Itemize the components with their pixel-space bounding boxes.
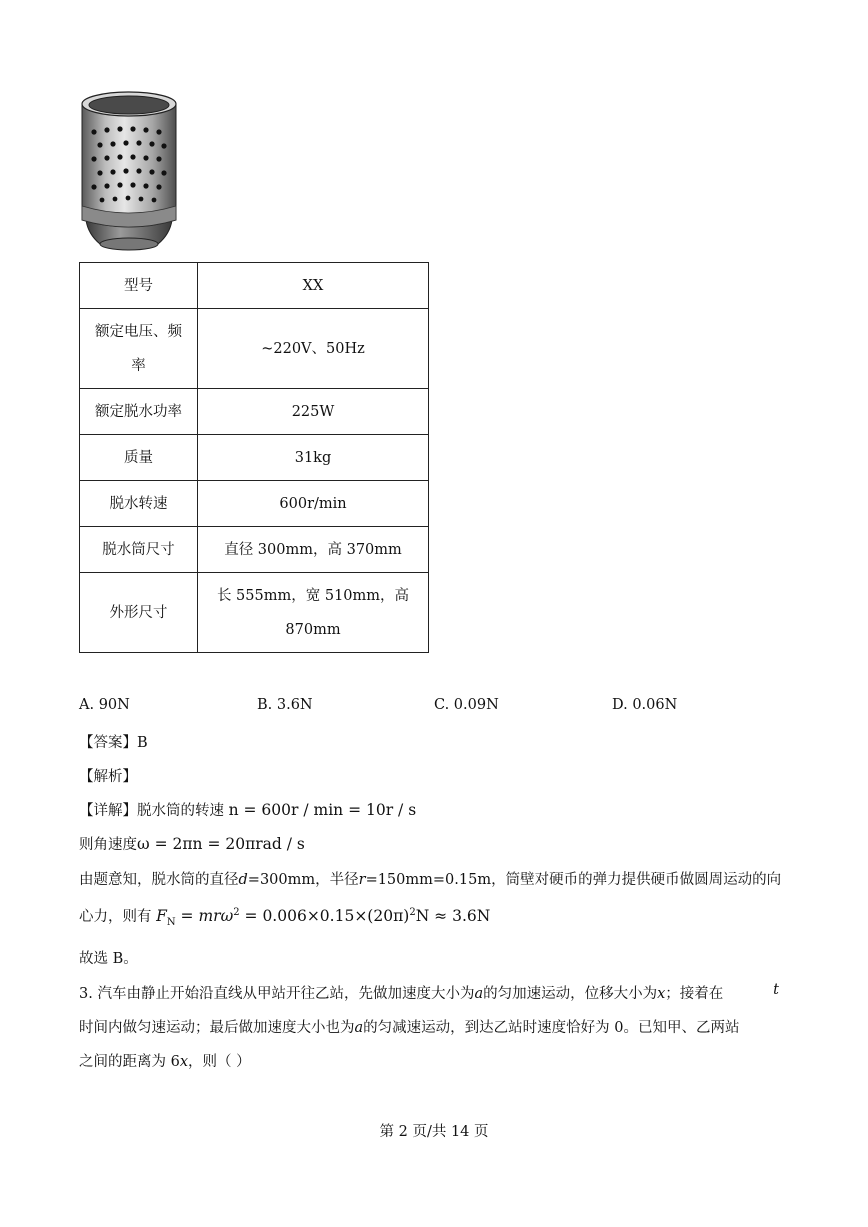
option-d: D. 0.06N bbox=[612, 697, 678, 713]
spec-table bbox=[79, 262, 429, 653]
var-t: t bbox=[773, 982, 779, 998]
option-a: A. 90N bbox=[79, 697, 130, 713]
q3-text: 之间的距离为 6 bbox=[79, 1054, 180, 1070]
analysis-label: 【解析】 bbox=[79, 769, 137, 785]
var-a: a bbox=[474, 986, 484, 1002]
speed-formula: n = 600r / min = 10r / s bbox=[228, 801, 417, 819]
spec-key-line: 率 bbox=[131, 357, 146, 374]
spec-key: 额定脱水功率 bbox=[80, 389, 198, 435]
spec-key-line: 额定电压、频 bbox=[95, 323, 182, 340]
spec-value: 225W bbox=[198, 389, 429, 435]
table-row bbox=[80, 389, 429, 435]
var-x: x bbox=[657, 986, 666, 1002]
spec-value: 31kg bbox=[198, 435, 429, 481]
question3-line-1 bbox=[79, 982, 781, 1003]
q3-text: 3. 汽车由静止开始沿直线从甲站开往乙站，先做加速度大小为 bbox=[79, 986, 475, 1002]
table-row bbox=[80, 309, 429, 389]
spin-drum-image bbox=[74, 84, 184, 254]
spec-value: 600r/min bbox=[198, 481, 429, 527]
spec-key: 外形尺寸 bbox=[80, 573, 198, 653]
spec-key: 脱水筒尺寸 bbox=[80, 527, 198, 573]
answer-label: 【答案】 bbox=[79, 735, 137, 751]
detail-text: 则角速度 bbox=[79, 837, 137, 853]
detail-label: 【详解】 bbox=[79, 803, 137, 819]
spec-value bbox=[198, 573, 429, 653]
table-row bbox=[80, 435, 429, 481]
q3-text: 的匀加速运动，位移大小为 bbox=[483, 986, 658, 1002]
spec-value-line: 长 555mm，宽 510mm，高 bbox=[216, 587, 410, 604]
detail-text: 脱水筒的转速 bbox=[137, 803, 224, 819]
q3-text: 的匀减速运动，到达乙站时速度恰好为 0。已知甲、乙两站 bbox=[363, 1020, 740, 1036]
table-row bbox=[80, 481, 429, 527]
detail-text: =150mm=0.15m，筒壁对硬币的弹力提供硬币做圆周运动的向 bbox=[365, 872, 782, 888]
angular-speed-formula: ω = 2πn = 20πrad / s bbox=[137, 835, 305, 853]
q3-text: ，则（ ） bbox=[188, 1054, 251, 1070]
force-formula: $F_N = mr\omega^2 = 0.006\times 0.15\times(20\pi)^2N \approx 3.6N$ bbox=[156, 906, 491, 929]
spec-key bbox=[80, 309, 198, 389]
conclusion: 故选 B。 bbox=[79, 951, 138, 967]
detail-text: =300mm，半径 bbox=[247, 872, 359, 888]
detail-text: 心力，则有 bbox=[79, 909, 152, 925]
page-footer: 第 2 页/共 14 页 bbox=[379, 1124, 489, 1140]
spec-value: 直径 300mm，高 370mm bbox=[198, 527, 429, 573]
spec-key: 型号 bbox=[80, 263, 198, 309]
detail-text: 由题意知，脱水筒的直径 bbox=[79, 872, 239, 888]
force-formula-result: N ≈ 3.6N bbox=[415, 907, 491, 925]
option-b: B. 3.6N bbox=[257, 697, 313, 713]
var-x: x bbox=[179, 1054, 189, 1070]
force-formula-body: = 0.006×0.15×(20π) bbox=[244, 907, 410, 925]
table-row bbox=[80, 573, 429, 653]
spec-value: XX bbox=[198, 263, 429, 309]
var-a: a bbox=[354, 1020, 364, 1036]
answer-line bbox=[79, 731, 148, 752]
table-row bbox=[80, 527, 429, 573]
detail-line-4 bbox=[79, 905, 490, 928]
spec-key: 脱水转速 bbox=[80, 481, 198, 527]
q3-text: 时间内做匀速运动；最后做加速度大小也为 bbox=[79, 1020, 355, 1036]
answer-value: B bbox=[137, 735, 148, 751]
question3-line-2 bbox=[79, 1016, 781, 1037]
spec-value: ~220V、50Hz bbox=[198, 309, 429, 389]
table-row bbox=[80, 263, 429, 309]
question3-line-3 bbox=[79, 1050, 781, 1071]
detail-line-3 bbox=[79, 868, 781, 889]
var-d: d bbox=[238, 872, 248, 888]
detail-line-2 bbox=[79, 833, 305, 854]
option-c: C. 0.09N bbox=[434, 697, 499, 713]
q3-text: ；接着在 bbox=[665, 986, 724, 1002]
answer-options bbox=[79, 697, 779, 719]
var-r: r bbox=[358, 872, 366, 888]
detail-line-1 bbox=[79, 799, 416, 820]
spec-key: 质量 bbox=[80, 435, 198, 481]
spec-value-line: 870mm bbox=[285, 621, 341, 638]
